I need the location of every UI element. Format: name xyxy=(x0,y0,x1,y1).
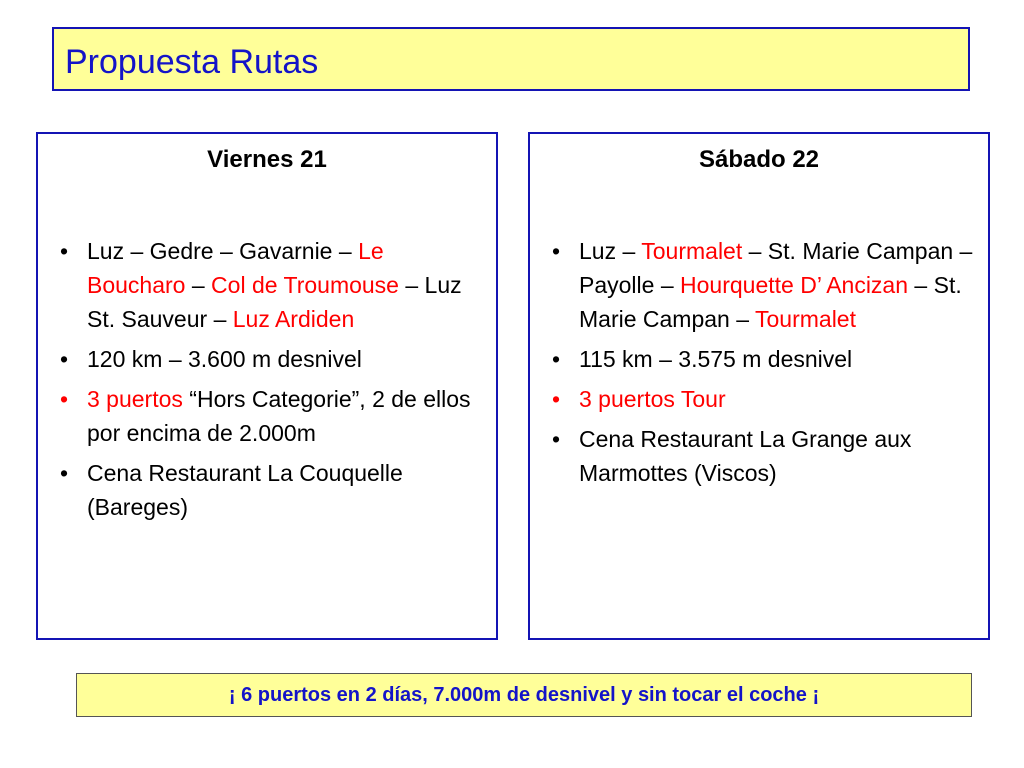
list-item xyxy=(50,382,484,450)
item-text: “Hors Categorie”, 2 de ellos por encima de 2.000m xyxy=(87,386,471,446)
item-text: 115 km – 3.575 m desnivel xyxy=(579,346,853,372)
highlight-text: Hourquette D’ Ancizan xyxy=(680,272,909,298)
highlight-text: Luz Ardiden xyxy=(232,306,355,332)
bullet-icon: • xyxy=(60,346,69,372)
title-box xyxy=(52,27,970,91)
item-text: Cena Restaurant La Couquelle (Bareges) xyxy=(87,460,403,520)
item-text: Luz – xyxy=(579,238,642,264)
summary-banner: ¡ 6 puertos en 2 días, 7.000m de desnivel y sin tocar el coche ¡ xyxy=(76,673,972,717)
friday-heading: Viernes 21 xyxy=(207,146,327,173)
page-title: Propuesta Rutas xyxy=(65,43,319,81)
friday-panel xyxy=(36,132,498,640)
item-text: 120 km – 3.600 m desnivel xyxy=(87,346,362,372)
list-item xyxy=(542,422,976,490)
item-text: – St. Marie Campan – xyxy=(579,272,962,332)
bullet-icon: • xyxy=(552,346,561,372)
item-text: – St. Marie Campan – Payolle – xyxy=(579,238,973,298)
list-item xyxy=(50,456,484,524)
highlight-text: 3 puertos xyxy=(87,386,183,412)
item-text: Luz – Gedre – Gavarnie – xyxy=(87,238,359,264)
friday-list xyxy=(50,234,484,530)
saturday-panel xyxy=(528,132,990,640)
list-item xyxy=(542,382,976,416)
item-text: – Luz St. Sauveur – xyxy=(87,272,462,332)
item-text: Cena Restaurant La Grange aux Marmottes (Viscos) xyxy=(579,426,912,486)
list-item xyxy=(542,234,976,336)
bullet-icon: • xyxy=(60,386,69,412)
highlight-text: Tourmalet xyxy=(755,306,856,332)
highlight-text: 3 puertos Tour xyxy=(579,386,726,412)
bullet-icon: • xyxy=(60,460,69,486)
bullet-icon: • xyxy=(552,386,561,412)
list-item xyxy=(50,234,484,336)
list-item xyxy=(50,342,484,376)
bullet-icon: • xyxy=(60,238,69,264)
highlight-text: Col de Troumouse xyxy=(211,272,399,298)
item-text: – xyxy=(185,272,212,298)
highlight-text: Le Boucharo xyxy=(87,238,384,298)
bullet-icon: • xyxy=(552,426,561,452)
bullet-icon: • xyxy=(552,238,561,264)
list-item xyxy=(542,342,976,376)
highlight-text: Tourmalet xyxy=(641,238,743,264)
saturday-list xyxy=(542,234,976,496)
saturday-heading: Sábado 22 xyxy=(698,146,820,173)
